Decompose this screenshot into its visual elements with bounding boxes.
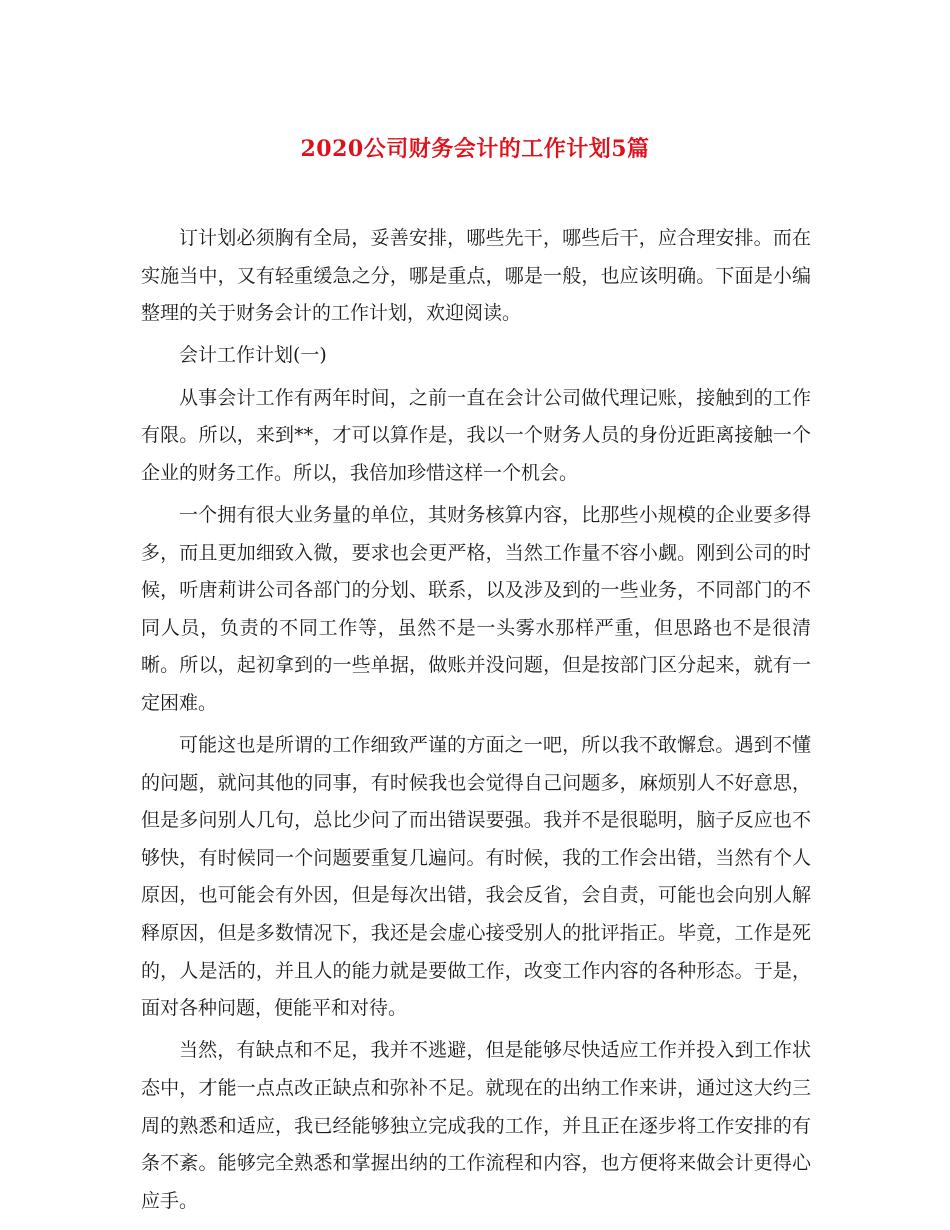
paragraph-intro: 订计划必须胸有全局，妥善安排，哪些先干，哪些后干，应合理安排。而在实施当中，又有轻重缓急之分，哪是重点，哪是一般，也应该明确。下面是小编整理的关于财务会计的工作计划，欢迎阅读。: [141, 227, 811, 325]
document-title: 2020公司财务会计的工作计划5篇: [300, 136, 650, 162]
paragraph: 一个拥有很大业务量的单位，其财务核算内容，比那些小规模的企业要多得多，而且更加细致入微，要求也会更严格，当然工作量不容小觑。刚到公司的时候，听唐莉讲公司各部门的分划、联系，以及涉及到的一些业务，不同部门的不同人员，负责的不同工作等，虽然不是一头雾水那样严重，但思路也不是很清晰。所以，起初拿到的一些单据，做账并没问题，但是按部门区分起来，就有一定困难。: [141, 503, 811, 714]
paragraph: 从事会计工作有两年时间，之前一直在会计公司做代理记账，接触到的工作有限。所以，来到**，才可以算作是，我以一个财务人员的身份近距离接触一个企业的财务工作。所以，我倍加珍惜这样一个机会。: [141, 386, 811, 484]
document-body: [141, 220, 811, 1225]
paragraph: 当然，有缺点和不足，我并不逃避，但是能够尽快适应工作并投入到工作状态中，才能一点点改正缺点和弥补不足。就现在的出纳工作来讲，通过这大约三周的熟悉和适应，我已经能够独立完成我的工作，并且正在逐步将工作安排的有条不紊。能够完全熟悉和掌握出纳的工作流程和内容，也方便将来做会计更得心应手。: [141, 1039, 811, 1212]
paragraph: 可能这也是所谓的工作细致严谨的方面之一吧，所以我不敢懈怠。遇到不懂的问题，就问其他的同事，有时候我也会觉得自己问题多，麻烦别人不好意思，但是多问别人几句，总比少问了而出错误要强。我并不是很聪明，脑子反应也不够快，有时候同一个问题要重复几遍问。有时候，我的工作会出错，当然有个人原因，也可能会有外因，但是每次出错，我会反省，会自责，可能也会向别人解释原因，但是多数情况下，我还是会虚心接受别人的批评指正。毕竟，工作是死的，人是活的，并且人的能力就是要做工作，改变工作内容的各种形态。于是，面对各种问题，便能平和对待。: [141, 734, 811, 1020]
section-heading: 会计工作计划(一): [179, 344, 327, 367]
